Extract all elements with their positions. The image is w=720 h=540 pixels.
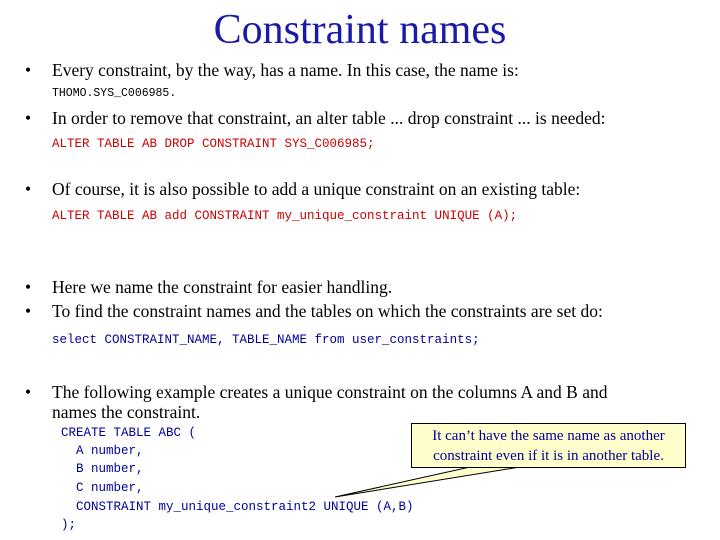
bullet-text: Here we name the constraint for easier handling. <box>52 277 393 297</box>
bullet-text: In order to remove that constraint, an alter table ... drop constraint ... is needed: <box>52 108 606 128</box>
bullet-glyph: • <box>25 60 32 80</box>
code-line: ALTER TABLE AB add CONSTRAINT my_unique_constraint UNIQUE (A); <box>52 209 518 223</box>
code-line: select CONSTRAINT_NAME, TABLE_NAME from user_constraints; <box>52 333 480 347</box>
bullet-text: Of course, it is also possible to add a unique constraint on an existing table: <box>52 179 581 199</box>
code-line: B number, <box>61 462 144 476</box>
bullet-glyph: • <box>25 179 32 199</box>
code-line: C number, <box>61 481 144 495</box>
callout-line: It can’t have the same name as another <box>432 428 665 444</box>
slide-title: Constraint names <box>213 7 507 53</box>
code-line: ALTER TABLE AB DROP CONSTRAINT SYS_C006985; <box>52 137 375 151</box>
callout-note <box>411 423 686 468</box>
bullet-text-continuation: names the constraint. <box>52 402 201 422</box>
code-line: CONSTRAINT my_unique_constraint2 UNIQUE (A,B) <box>61 500 414 514</box>
code-line: THOMO.SYS_C006985. <box>52 87 177 100</box>
code-line: ); <box>61 518 77 532</box>
bullet-glyph: • <box>25 301 32 321</box>
bullet-text: The following example creates a unique constraint on the columns A and B and <box>52 382 608 402</box>
code-line: A number, <box>61 444 144 458</box>
bullet-glyph: • <box>25 382 32 402</box>
callout-line: constraint even if it is in another table. <box>433 448 664 464</box>
bullet-text: To find the constraint names and the tables on which the constraints are set do: <box>52 301 603 321</box>
bullet-glyph: • <box>25 108 32 128</box>
bullet-glyph: • <box>25 277 32 297</box>
bullet-text: Every constraint, by the way, has a name. In this case, the name is: <box>52 60 519 80</box>
code-line: CREATE TABLE ABC ( <box>61 426 197 440</box>
